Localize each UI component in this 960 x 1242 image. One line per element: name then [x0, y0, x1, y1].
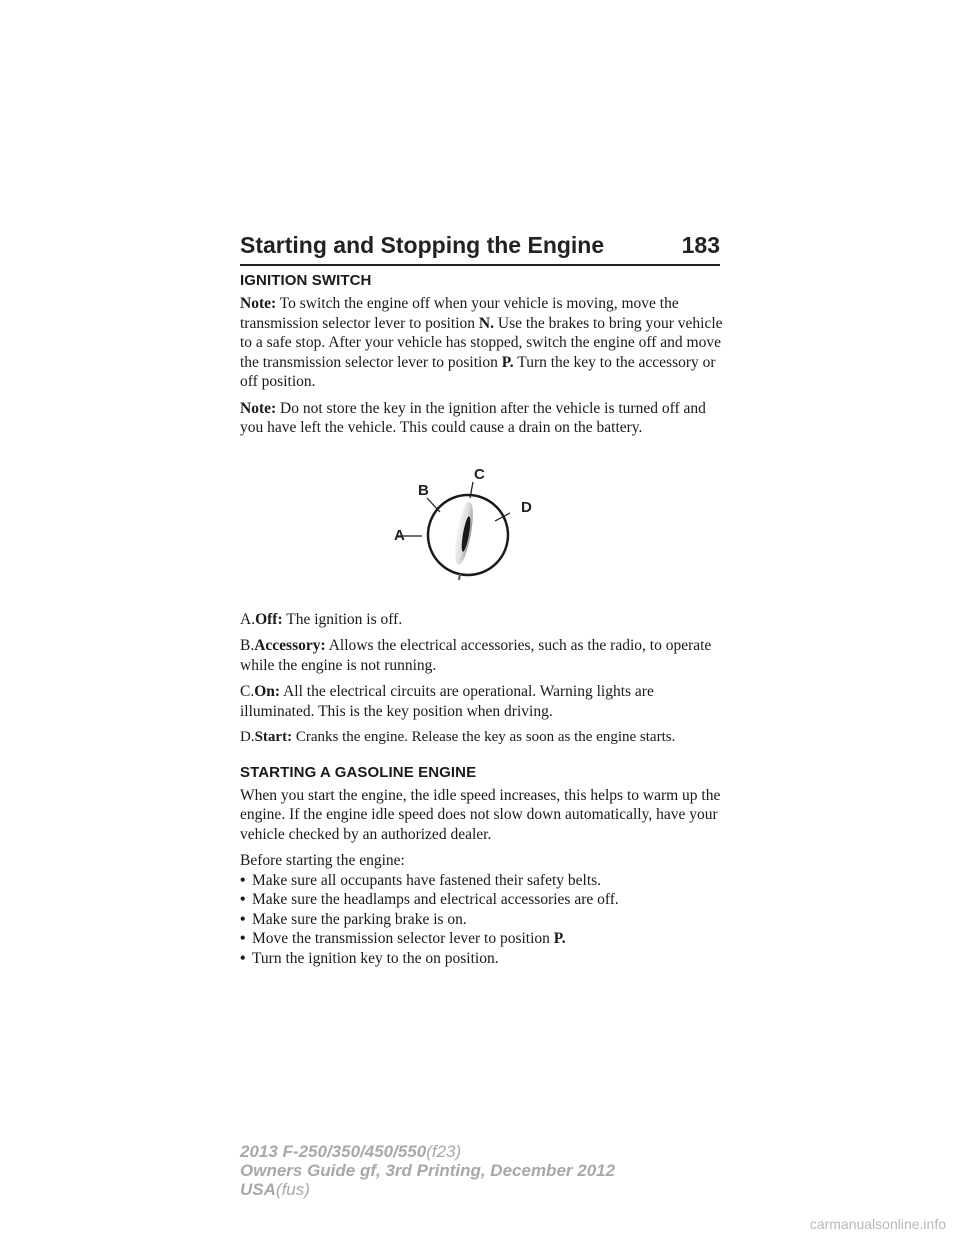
- section-heading-ignition-switch: IGNITION SWITCH: [240, 272, 372, 289]
- figure-label-c: C: [474, 465, 485, 483]
- note-label: Note:: [240, 295, 277, 312]
- list-item: [240, 949, 724, 969]
- position-letter: C.: [240, 683, 255, 700]
- list-item: [240, 890, 724, 910]
- note-text: Use the brakes to bring your vehicle to a safe stop. After your vehicle has stopped, switch the engine off and move the transmission selector lever to position: [240, 314, 723, 371]
- list-item-text: Turn the ignition key to the on position.: [252, 949, 499, 967]
- footer-region: USA: [240, 1180, 276, 1199]
- page-number: 183: [681, 232, 720, 258]
- position-letter: D.: [240, 729, 255, 745]
- list-item-text: Make sure all occupants have fastened their safety belts.: [252, 871, 602, 889]
- note-paragraph-2: [240, 399, 724, 438]
- gear-position-n: N.: [478, 314, 494, 332]
- list-item-text: Make sure the parking brake is on.: [252, 910, 467, 928]
- figure-label-b: B: [418, 481, 429, 499]
- position-item-d: [240, 728, 724, 748]
- before-starting-intro: Before starting the engine:: [240, 852, 405, 869]
- ignition-switch-figure: [240, 456, 724, 596]
- ignition-key-cylinder-icon: [385, 456, 585, 596]
- page-content: [240, 272, 724, 968]
- note-text: Turn the key to the accessory or off position.: [240, 353, 716, 390]
- position-description: The ignition is off.: [286, 610, 403, 628]
- bullet: •: [240, 871, 246, 889]
- note-text: Do not store the key in the ignition after the vehicle is turned off and you have left the vehicle. This could cause a drain on the battery.: [240, 399, 706, 436]
- position-item-a: [240, 610, 724, 630]
- gear-position-p: P.: [553, 930, 566, 947]
- footer-code: (fus): [275, 1180, 310, 1199]
- note-text: To switch the engine off when your vehicle is moving, move the transmission selector lever to position: [240, 295, 679, 332]
- chapter-title: Starting and Stopping the Engine: [240, 232, 605, 258]
- figure-label-a: A: [394, 526, 405, 544]
- bullet: •: [240, 910, 246, 928]
- footer-line-1: [240, 1142, 615, 1161]
- footer-line-2: Owners Guide gf, 3rd Printing, December 2012: [240, 1161, 616, 1180]
- page-footer: [240, 1142, 615, 1199]
- position-description: Allows the electrical accessories, such as the radio, to operate while the engine is not running.: [240, 637, 712, 674]
- checklist: [240, 871, 724, 969]
- position-item-b: [240, 636, 724, 675]
- list-item-text: Make sure the headlamps and electrical accessories are off.: [252, 891, 619, 908]
- list-item: [240, 871, 724, 891]
- position-term: Accessory:: [254, 637, 326, 654]
- position-description: All the electrical circuits are operational. Warning lights are illuminated. This is the key position when driving.: [240, 683, 654, 720]
- position-letter: A.: [240, 610, 256, 628]
- section-heading-starting-gasoline-engine: STARTING A GASOLINE ENGINE: [240, 763, 477, 781]
- list-item: [240, 910, 724, 930]
- position-term: On:: [254, 683, 281, 700]
- site-watermark: carmanualsonline.info: [809, 1216, 946, 1232]
- position-term: Off:: [255, 610, 283, 628]
- page-header: [240, 230, 720, 266]
- list-item: [240, 929, 724, 949]
- starting-paragraph: When you start the engine, the idle speed increases, this helps to warm up the engine. If the engine idle speed does not slow down automatically, have your vehicle checked by an authorized dealer.: [240, 786, 721, 843]
- figure-label-d: D: [521, 498, 532, 516]
- note-paragraph-1: [240, 294, 724, 392]
- position-item-c: [240, 682, 724, 721]
- bullet: •: [240, 949, 246, 967]
- position-term: Start:: [254, 729, 293, 745]
- gear-position-p: P.: [501, 353, 514, 371]
- footer-line-3: [240, 1180, 615, 1199]
- bullet: •: [240, 930, 246, 947]
- footer-code: (f23): [426, 1142, 462, 1161]
- footer-model: 2013 F-250/350/450/550: [240, 1142, 427, 1161]
- note-label: Note:: [240, 399, 277, 417]
- list-item-text: Move the transmission selector lever to position: [252, 930, 550, 947]
- bullet: •: [240, 891, 246, 908]
- position-description: Cranks the engine. Release the key as soon as the engine starts.: [295, 729, 676, 745]
- position-letter: B.: [240, 637, 255, 654]
